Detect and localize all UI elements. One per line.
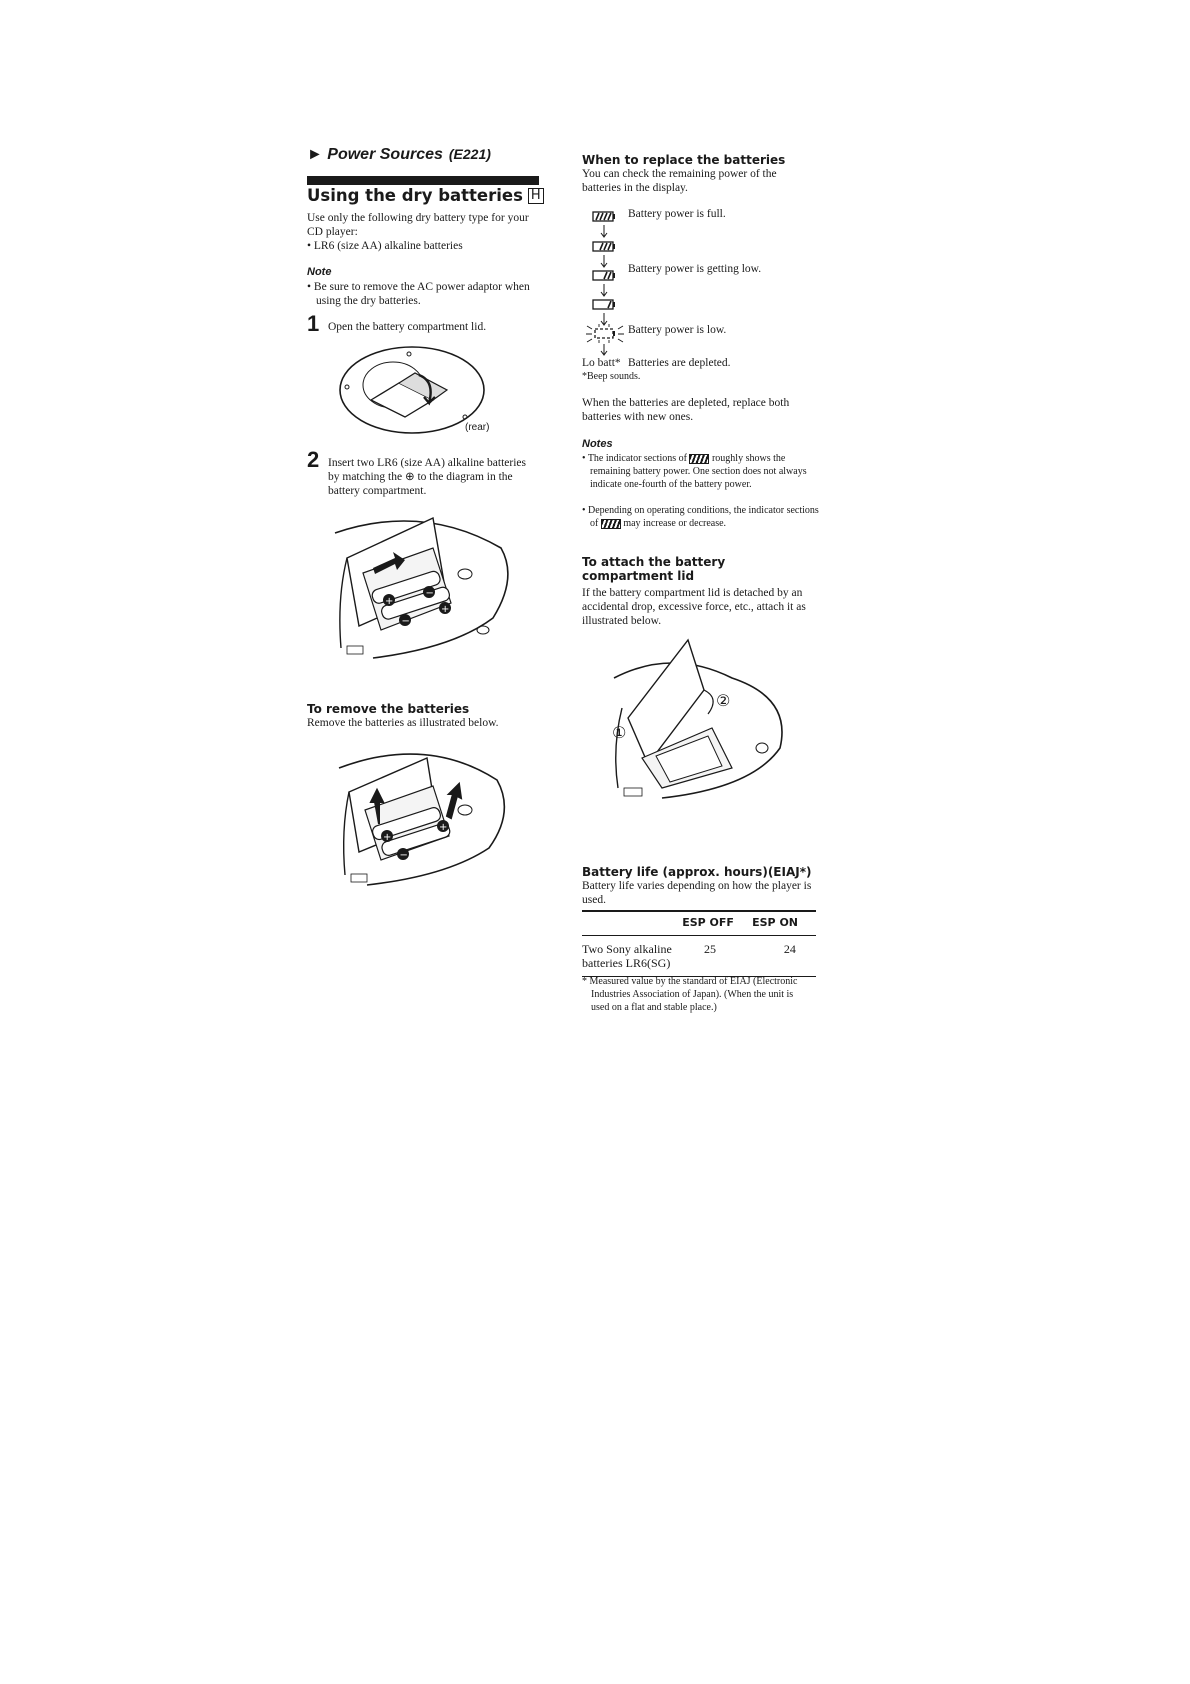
col-esp-off: ESP OFF — [682, 911, 752, 936]
depleted-text: When the batteries are depleted, replace both batteries with new ones. — [582, 397, 790, 423]
lobatt-label: Lo batt* — [582, 357, 621, 369]
section-code: (E221) — [448, 146, 491, 162]
svg-text:−: − — [425, 588, 434, 599]
footnote: * Measured value by the standard of EIAJ (Electronic Industries Association of Japan). (When the unit is used on a flat and stable place.) — [582, 976, 798, 1013]
note-2-part-b: may increase or decrease. — [623, 518, 727, 529]
insert-batteries-illustration — [333, 508, 513, 663]
lobatt-text: Batteries are depleted. — [628, 357, 731, 369]
step1-number: 1 — [307, 311, 320, 336]
intro-text: Use only the following dry battery type for your CD player: — [307, 212, 529, 238]
note-2-part-a: • Depending on operating conditions, the indicator sections of — [582, 505, 819, 529]
val-esp-off: 25 — [682, 936, 752, 977]
section-title-text: ► Power Sources — [307, 146, 443, 163]
callout-2: ② — [716, 691, 731, 710]
section-title — [307, 146, 491, 164]
step1-text: Open the battery compartment lid. — [328, 321, 487, 333]
table-header-row — [582, 911, 816, 936]
battery-getting-low-text: Battery power is getting low. — [628, 263, 762, 275]
page-heading-text: Using the dry batteries — [307, 186, 523, 205]
battery-half-icon — [593, 271, 615, 280]
svg-text:−: − — [401, 616, 410, 627]
callout-1: ① — [612, 723, 627, 742]
svg-text:+: + — [441, 604, 450, 615]
figure-letter-box: H — [528, 188, 544, 204]
col-esp-on: ESP ON — [752, 911, 816, 936]
battery-indicator-icon — [689, 454, 709, 464]
svg-text:+: + — [385, 596, 394, 607]
remove-text: Remove the batteries as illustrated below. — [307, 717, 499, 729]
remove-heading: To remove the batteries — [307, 702, 470, 716]
life-text: Battery life varies depending on how the player is used. — [582, 880, 812, 906]
battery-three-quarter-icon — [593, 242, 615, 251]
svg-text:+: + — [383, 832, 392, 843]
battery-full-text: Battery power is full. — [628, 208, 726, 220]
heading-rule — [307, 176, 539, 185]
table-header-blank — [582, 911, 682, 936]
note-1-part-a: • The indicator sections of — [582, 453, 687, 464]
beep-note: *Beep sounds. — [582, 371, 641, 382]
battery-low-text: Battery power is low. — [628, 324, 727, 336]
rear-label: (rear) — [465, 422, 490, 433]
step2-text: Insert two LR6 (size AA) alkaline batteries by matching the ⊕ to the diagram in the battery compartment. — [328, 457, 526, 497]
attach-text: If the battery compartment lid is detached by an accidental drop, excessive force, etc., attach it as illustrated below. — [582, 587, 806, 627]
battery-empty-blinking-icon — [586, 324, 624, 343]
intro-bullet: • LR6 (size AA) alkaline batteries — [307, 240, 463, 252]
note-1-part-b: roughly shows the remaining battery power. One section does not always indicate one-fourth of the battery power. — [590, 453, 807, 490]
val-esp-on: 24 — [752, 936, 816, 977]
note-text: • Be sure to remove the AC power adaptor when using the dry batteries. — [307, 281, 530, 307]
svg-text:+: + — [439, 822, 448, 833]
attach-heading: To attach the battery compartment lid — [582, 555, 726, 583]
battery-indicator-sequence — [585, 208, 625, 358]
battery-life-table — [582, 910, 816, 977]
battery-indicator-icon — [601, 519, 621, 529]
note-label: Note — [307, 266, 332, 278]
notes-label: Notes — [582, 438, 613, 450]
table-row — [582, 936, 816, 977]
battery-quarter-icon — [593, 300, 615, 309]
battery-full-icon — [593, 212, 615, 221]
replace-heading: When to replace the batteries — [582, 153, 786, 167]
note-1 — [582, 452, 820, 491]
step2-number: 2 — [307, 447, 320, 472]
note-2 — [582, 504, 820, 530]
replace-text: You can check the remaining power of the batteries in the display. — [582, 168, 777, 194]
page-heading — [307, 186, 544, 205]
life-heading: Battery life (approx. hours)(EIAJ*) — [582, 865, 812, 879]
attach-lid-illustration — [612, 638, 792, 803]
svg-text:−: − — [399, 850, 408, 861]
row-label: Two Sony alkaline batteries LR6(SG) — [582, 936, 682, 977]
remove-batteries-illustration — [337, 740, 507, 888]
